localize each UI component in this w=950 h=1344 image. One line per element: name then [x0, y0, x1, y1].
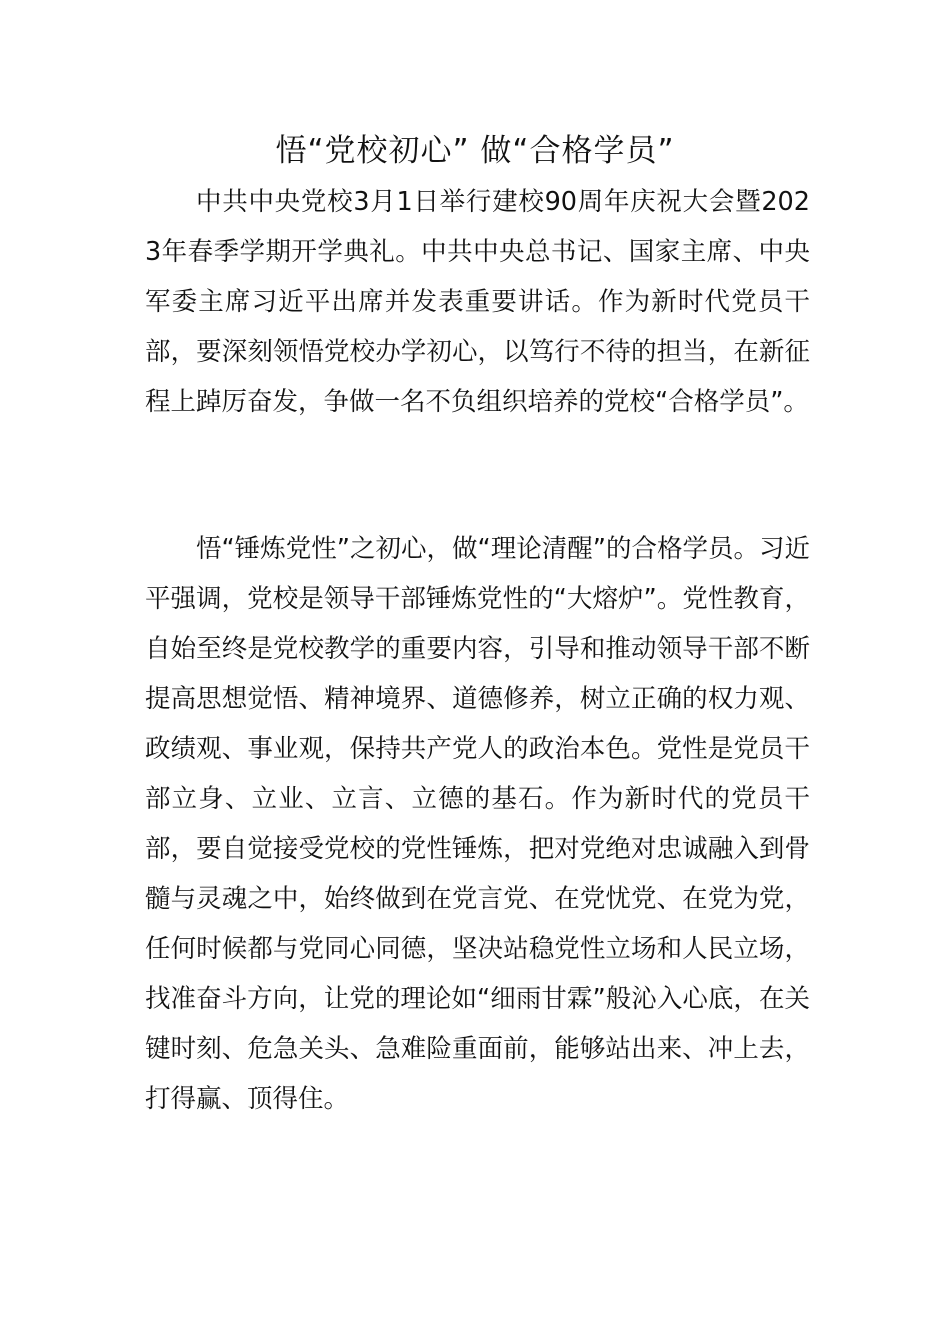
paragraph-party-spirit: 悟“锤炼党性”之初心，做“理论清醒”的合格学员。习近平强调，党校是领导干部锤炼党性的“大熔炉”。党性教育，自始至终是党校教学的重要内容，引导和推动领导干部不断提高思想觉悟、精神境界、道德修养，树立正确的权力观、政绩观、事业观，保持共产党人的政治本色。党性是党员干部立身、立业、立言、立德的基石。作为新时代的党员干部，要自觉接受党校的党性锤炼，把对党绝对忠诚融入到骨髓与灵魂之中，始终做到在党言党、在党忧党、在党为党，任何时候都与党同心同德，坚决站稳党性立场和人民立场，找准奋斗方向，让党的理论如“细雨甘霖”般沁入心底，在关键时刻、危急关头、急难险重面前，能够站出来、冲上去，打得赢、顶得住。 [145, 534, 810, 1114]
paragraph-intro: 中共中央党校3月1日举行建校90周年庆祝大会暨2023年春季学期开学典礼。中共中央总书记、国家主席、中央军委主席习近平出席并发表重要讲话。作为新时代党员干部，要深刻领悟党校办学初心，以笃行不待的担当，在新征程上踔厉奋发，争做一名不负组织培养的党校“合格学员”。 [145, 187, 810, 417]
document-title: 悟“党校初心” 做“合格学员” [275, 133, 675, 169]
